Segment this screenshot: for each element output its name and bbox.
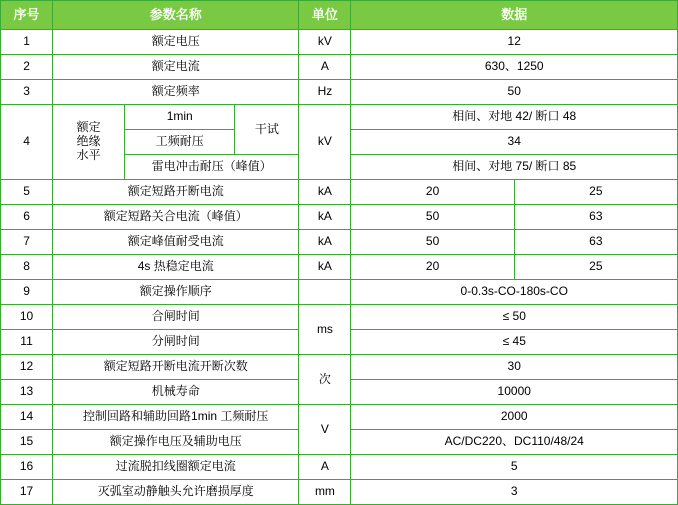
row-data: 2000	[351, 405, 678, 430]
row-name: 合闸时间	[53, 305, 299, 330]
row-data: 12	[351, 30, 678, 55]
header-data: 数据	[351, 1, 678, 30]
row-no: 12	[1, 355, 53, 380]
table-row	[1, 480, 678, 505]
row-subname: 雷电冲击耐压（峰值）	[125, 155, 299, 180]
row-unit: kA	[299, 230, 351, 255]
header-param: 参数名称	[53, 1, 299, 30]
table-row	[1, 230, 678, 255]
table-row	[1, 280, 678, 305]
row-unit: A	[299, 55, 351, 80]
row-data-left: 20	[351, 255, 514, 280]
row-unit: ms	[299, 305, 351, 355]
table-row	[1, 30, 678, 55]
row-subname: 工频耐压	[125, 130, 235, 155]
row-no: 6	[1, 205, 53, 230]
row-data: 5	[351, 455, 678, 480]
row-data-right: 25	[514, 180, 677, 205]
row-name: 4s 热稳定电流	[53, 255, 299, 280]
row-unit: Hz	[299, 80, 351, 105]
row-unit	[299, 280, 351, 305]
row-data: 630、1250	[351, 55, 678, 80]
row-no: 3	[1, 80, 53, 105]
row-no: 8	[1, 255, 53, 280]
table-row	[1, 80, 678, 105]
table-row	[1, 255, 678, 280]
row-subname-c: 干试	[235, 105, 299, 155]
table-row	[1, 455, 678, 480]
row-name: 分闸时间	[53, 330, 299, 355]
row-unit: kA	[299, 205, 351, 230]
table-row	[1, 105, 678, 130]
row-data-left: 50	[351, 230, 514, 255]
row-no: 7	[1, 230, 53, 255]
row-no: 2	[1, 55, 53, 80]
table-row	[1, 405, 678, 430]
row-data: 相间、对地 75/ 断口 85	[351, 155, 678, 180]
row-no: 11	[1, 330, 53, 355]
row-name: 灭弧室动静触头允许磨损厚度	[53, 480, 299, 505]
group-label-line-2: 绝缘	[76, 134, 101, 149]
row-name: 额定操作电压及辅助电压	[53, 430, 299, 455]
row-no: 14	[1, 405, 53, 430]
row-unit: A	[299, 455, 351, 480]
table-row	[1, 355, 678, 380]
row-data: ≤ 50	[351, 305, 678, 330]
row-no: 13	[1, 380, 53, 405]
row-no: 17	[1, 480, 53, 505]
table-row	[1, 305, 678, 330]
row-data-right: 63	[514, 230, 677, 255]
row-no: 9	[1, 280, 53, 305]
row-unit: kV	[299, 30, 351, 55]
row-unit: kA	[299, 180, 351, 205]
row-group-label	[53, 105, 125, 180]
row-unit: mm	[299, 480, 351, 505]
row-no: 16	[1, 455, 53, 480]
row-data-left: 20	[351, 180, 514, 205]
row-subname: 1min	[125, 105, 235, 130]
row-no: 4	[1, 105, 53, 180]
row-name: 控制回路和辅助回路1min 工频耐压	[53, 405, 299, 430]
group-label-line-3: 水平	[76, 147, 101, 162]
row-data: AC/DC220、DC110/48/24	[351, 430, 678, 455]
row-data-right: 63	[514, 205, 677, 230]
row-name: 额定频率	[53, 80, 299, 105]
row-data-left: 50	[351, 205, 514, 230]
row-name: 额定短路关合电流（峰值）	[53, 205, 299, 230]
row-name: 机械寿命	[53, 380, 299, 405]
row-name: 过流脱扣线圈额定电流	[53, 455, 299, 480]
row-data: 相间、对地 42/ 断口 48	[351, 105, 678, 130]
row-name: 额定电压	[53, 30, 299, 55]
row-name: 额定操作顺序	[53, 280, 299, 305]
row-unit: kV	[299, 105, 351, 180]
row-data: 30	[351, 355, 678, 380]
row-name: 额定短路开断电流	[53, 180, 299, 205]
row-unit: V	[299, 405, 351, 455]
group-label-line-1: 额定	[76, 120, 101, 135]
table-row	[1, 180, 678, 205]
table-row	[1, 55, 678, 80]
row-name: 额定短路开断电流开断次数	[53, 355, 299, 380]
row-unit: 次	[299, 355, 351, 405]
table-header-row	[1, 1, 678, 30]
header-no: 序号	[1, 1, 53, 30]
row-data: 0-0.3s-CO-180s-CO	[351, 280, 678, 305]
row-no: 15	[1, 430, 53, 455]
row-data: 10000	[351, 380, 678, 405]
table-row	[1, 205, 678, 230]
row-no: 1	[1, 30, 53, 55]
row-no: 5	[1, 180, 53, 205]
row-unit: kA	[299, 255, 351, 280]
header-unit: 单位	[299, 1, 351, 30]
row-data: 34	[351, 130, 678, 155]
row-name: 额定电流	[53, 55, 299, 80]
row-data-right: 25	[514, 255, 677, 280]
row-data: 50	[351, 80, 678, 105]
row-data: ≤ 45	[351, 330, 678, 355]
row-name: 额定峰值耐受电流	[53, 230, 299, 255]
row-no: 10	[1, 305, 53, 330]
row-data: 3	[351, 480, 678, 505]
